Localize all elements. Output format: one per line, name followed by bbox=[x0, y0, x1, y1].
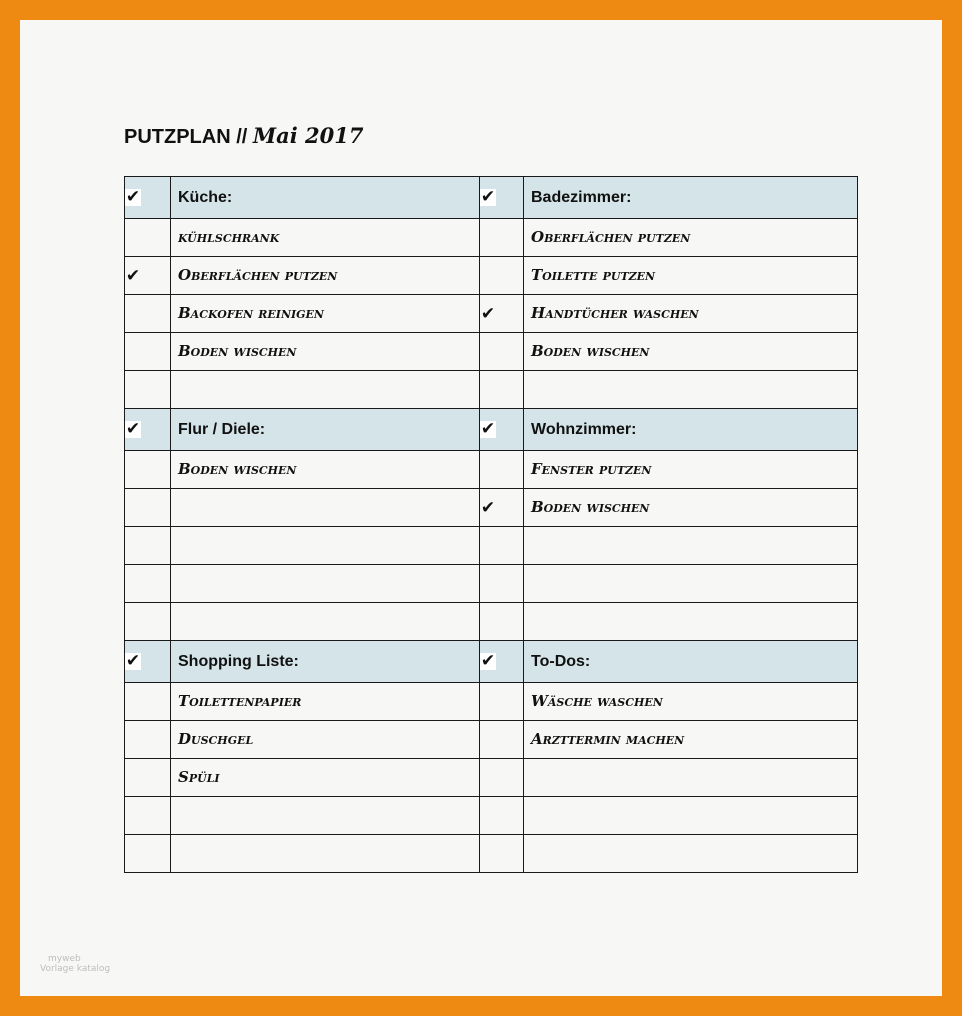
task-label: Handtücher waschen bbox=[531, 304, 699, 322]
page-title-main: PUTZPLAN // bbox=[124, 126, 253, 148]
section-label-cell bbox=[171, 641, 480, 683]
task-label bbox=[171, 612, 178, 630]
checkmark-icon: ✔ bbox=[125, 418, 141, 439]
section-label: Badezimmer: bbox=[531, 188, 632, 206]
task-row bbox=[125, 603, 858, 641]
cleaning-plan-body bbox=[125, 177, 858, 873]
section-label: Wohnzimmer: bbox=[531, 420, 637, 438]
task-row bbox=[125, 371, 858, 409]
task-label: Oberflächen putzen bbox=[178, 266, 338, 284]
watermark bbox=[40, 954, 110, 974]
section-label: Flur / Diele: bbox=[178, 420, 266, 438]
section-label: To-Dos: bbox=[531, 652, 591, 670]
section-label-cell bbox=[171, 177, 480, 219]
checkmark-icon: ✔ bbox=[125, 265, 141, 286]
task-label bbox=[524, 536, 531, 554]
task-label bbox=[524, 806, 531, 824]
task-checkbox-cell[interactable] bbox=[480, 565, 524, 603]
task-checkbox-cell[interactable] bbox=[480, 721, 524, 759]
task-cell bbox=[171, 371, 480, 409]
task-label: Arzttermin machen bbox=[531, 730, 685, 748]
task-cell bbox=[171, 835, 480, 873]
task-cell bbox=[524, 721, 858, 759]
task-checkbox-cell[interactable] bbox=[125, 219, 171, 257]
task-checkbox-cell[interactable] bbox=[125, 603, 171, 641]
task-label: Toilettenpapier bbox=[178, 692, 302, 710]
task-checkbox-cell[interactable] bbox=[480, 295, 524, 333]
task-checkbox-cell[interactable] bbox=[480, 333, 524, 371]
page-title bbox=[124, 123, 363, 149]
checkmark-icon: ✔ bbox=[480, 303, 496, 324]
page-sheet bbox=[20, 20, 942, 996]
task-cell bbox=[171, 527, 480, 565]
task-label bbox=[171, 844, 178, 862]
task-label: Boden wischen bbox=[178, 342, 297, 360]
task-cell bbox=[524, 371, 858, 409]
task-label bbox=[171, 380, 178, 398]
section-checkbox-cell[interactable] bbox=[125, 641, 171, 683]
watermark-line-1: myweb bbox=[48, 954, 81, 964]
task-checkbox-cell[interactable] bbox=[125, 295, 171, 333]
task-label bbox=[171, 806, 178, 824]
task-row bbox=[125, 759, 858, 797]
task-label: Fenster putzen bbox=[531, 460, 652, 478]
task-label: Oberflächen putzen bbox=[531, 228, 691, 246]
task-cell bbox=[171, 451, 480, 489]
task-label: kühlschrank bbox=[178, 228, 280, 246]
task-checkbox-cell[interactable] bbox=[480, 527, 524, 565]
task-cell bbox=[171, 683, 480, 721]
task-checkbox-cell[interactable] bbox=[125, 721, 171, 759]
task-checkbox-cell[interactable] bbox=[480, 683, 524, 721]
task-label bbox=[524, 768, 531, 786]
task-label: Boden wischen bbox=[178, 460, 297, 478]
task-cell bbox=[171, 295, 480, 333]
task-checkbox-cell[interactable] bbox=[480, 371, 524, 409]
section-checkbox-cell[interactable] bbox=[480, 641, 524, 683]
task-label bbox=[524, 380, 531, 398]
task-cell bbox=[524, 219, 858, 257]
task-checkbox-cell[interactable] bbox=[125, 759, 171, 797]
task-label: Backofen reinigen bbox=[178, 304, 324, 322]
task-cell bbox=[171, 603, 480, 641]
task-label bbox=[171, 536, 178, 554]
task-row bbox=[125, 797, 858, 835]
task-cell bbox=[524, 565, 858, 603]
task-row bbox=[125, 451, 858, 489]
task-checkbox-cell[interactable] bbox=[480, 257, 524, 295]
task-cell bbox=[524, 451, 858, 489]
task-cell bbox=[171, 797, 480, 835]
task-cell bbox=[524, 683, 858, 721]
section-checkbox-cell[interactable] bbox=[480, 177, 524, 219]
task-checkbox-cell[interactable] bbox=[480, 451, 524, 489]
task-cell bbox=[171, 721, 480, 759]
section-header-row bbox=[125, 409, 858, 451]
page-title-month: Mai 2017 bbox=[252, 123, 364, 148]
task-cell bbox=[171, 489, 480, 527]
task-row bbox=[125, 527, 858, 565]
task-checkbox-cell[interactable] bbox=[125, 797, 171, 835]
task-row bbox=[125, 219, 858, 257]
checkmark-icon: ✔ bbox=[480, 650, 496, 671]
task-label: Spüli bbox=[178, 768, 220, 786]
checkmark-icon: ✔ bbox=[125, 186, 141, 207]
checkmark-icon: ✔ bbox=[125, 650, 141, 671]
task-row bbox=[125, 721, 858, 759]
section-label: Shopping Liste: bbox=[178, 652, 299, 670]
task-checkbox-cell[interactable] bbox=[480, 835, 524, 873]
task-label bbox=[524, 844, 531, 862]
section-label-cell bbox=[524, 409, 858, 451]
task-label: Duschgel bbox=[178, 730, 254, 748]
task-checkbox-cell[interactable] bbox=[125, 371, 171, 409]
task-checkbox-cell[interactable] bbox=[125, 527, 171, 565]
section-header-row bbox=[125, 641, 858, 683]
task-row bbox=[125, 683, 858, 721]
task-cell bbox=[171, 219, 480, 257]
task-label bbox=[524, 612, 531, 630]
section-label-cell bbox=[171, 409, 480, 451]
task-row bbox=[125, 565, 858, 603]
task-cell bbox=[524, 759, 858, 797]
task-label bbox=[524, 574, 531, 592]
task-cell bbox=[171, 565, 480, 603]
section-label: Küche: bbox=[178, 188, 233, 206]
task-label bbox=[171, 498, 178, 516]
task-checkbox-cell[interactable] bbox=[480, 219, 524, 257]
task-cell bbox=[524, 797, 858, 835]
task-checkbox-cell[interactable] bbox=[125, 257, 171, 295]
task-checkbox-cell[interactable] bbox=[480, 759, 524, 797]
task-row bbox=[125, 333, 858, 371]
task-label bbox=[171, 574, 178, 592]
section-label-cell bbox=[524, 177, 858, 219]
task-cell bbox=[171, 333, 480, 371]
task-label: Boden wischen bbox=[531, 498, 650, 516]
task-cell bbox=[524, 257, 858, 295]
task-checkbox-cell[interactable] bbox=[480, 797, 524, 835]
task-cell bbox=[524, 527, 858, 565]
checkmark-icon: ✔ bbox=[480, 418, 496, 439]
task-checkbox-cell[interactable] bbox=[125, 489, 171, 527]
task-label: Wäsche waschen bbox=[531, 692, 663, 710]
task-checkbox-cell[interactable] bbox=[125, 451, 171, 489]
task-cell bbox=[524, 603, 858, 641]
watermark-line-2: Vorlage katalog bbox=[40, 964, 111, 974]
task-row bbox=[125, 835, 858, 873]
task-checkbox-cell[interactable] bbox=[125, 565, 171, 603]
section-label-cell bbox=[524, 641, 858, 683]
task-checkbox-cell[interactable] bbox=[125, 683, 171, 721]
task-cell bbox=[524, 489, 858, 527]
task-cell bbox=[524, 295, 858, 333]
section-header-row bbox=[125, 177, 858, 219]
checkmark-icon: ✔ bbox=[480, 497, 496, 518]
checkmark-icon: ✔ bbox=[480, 186, 496, 207]
task-checkbox-cell[interactable] bbox=[125, 333, 171, 371]
section-checkbox-cell[interactable] bbox=[480, 409, 524, 451]
section-checkbox-cell[interactable] bbox=[125, 409, 171, 451]
task-label: Boden wischen bbox=[531, 342, 650, 360]
task-checkbox-cell[interactable] bbox=[480, 489, 524, 527]
task-cell bbox=[524, 333, 858, 371]
task-row bbox=[125, 295, 858, 333]
task-cell bbox=[171, 759, 480, 797]
task-label: Toilette putzen bbox=[531, 266, 656, 284]
task-cell bbox=[524, 835, 858, 873]
cleaning-plan-table bbox=[124, 176, 858, 873]
section-checkbox-cell[interactable] bbox=[125, 177, 171, 219]
task-cell bbox=[171, 257, 480, 295]
task-checkbox-cell[interactable] bbox=[125, 835, 171, 873]
task-row bbox=[125, 257, 858, 295]
task-checkbox-cell[interactable] bbox=[480, 603, 524, 641]
task-row bbox=[125, 489, 858, 527]
